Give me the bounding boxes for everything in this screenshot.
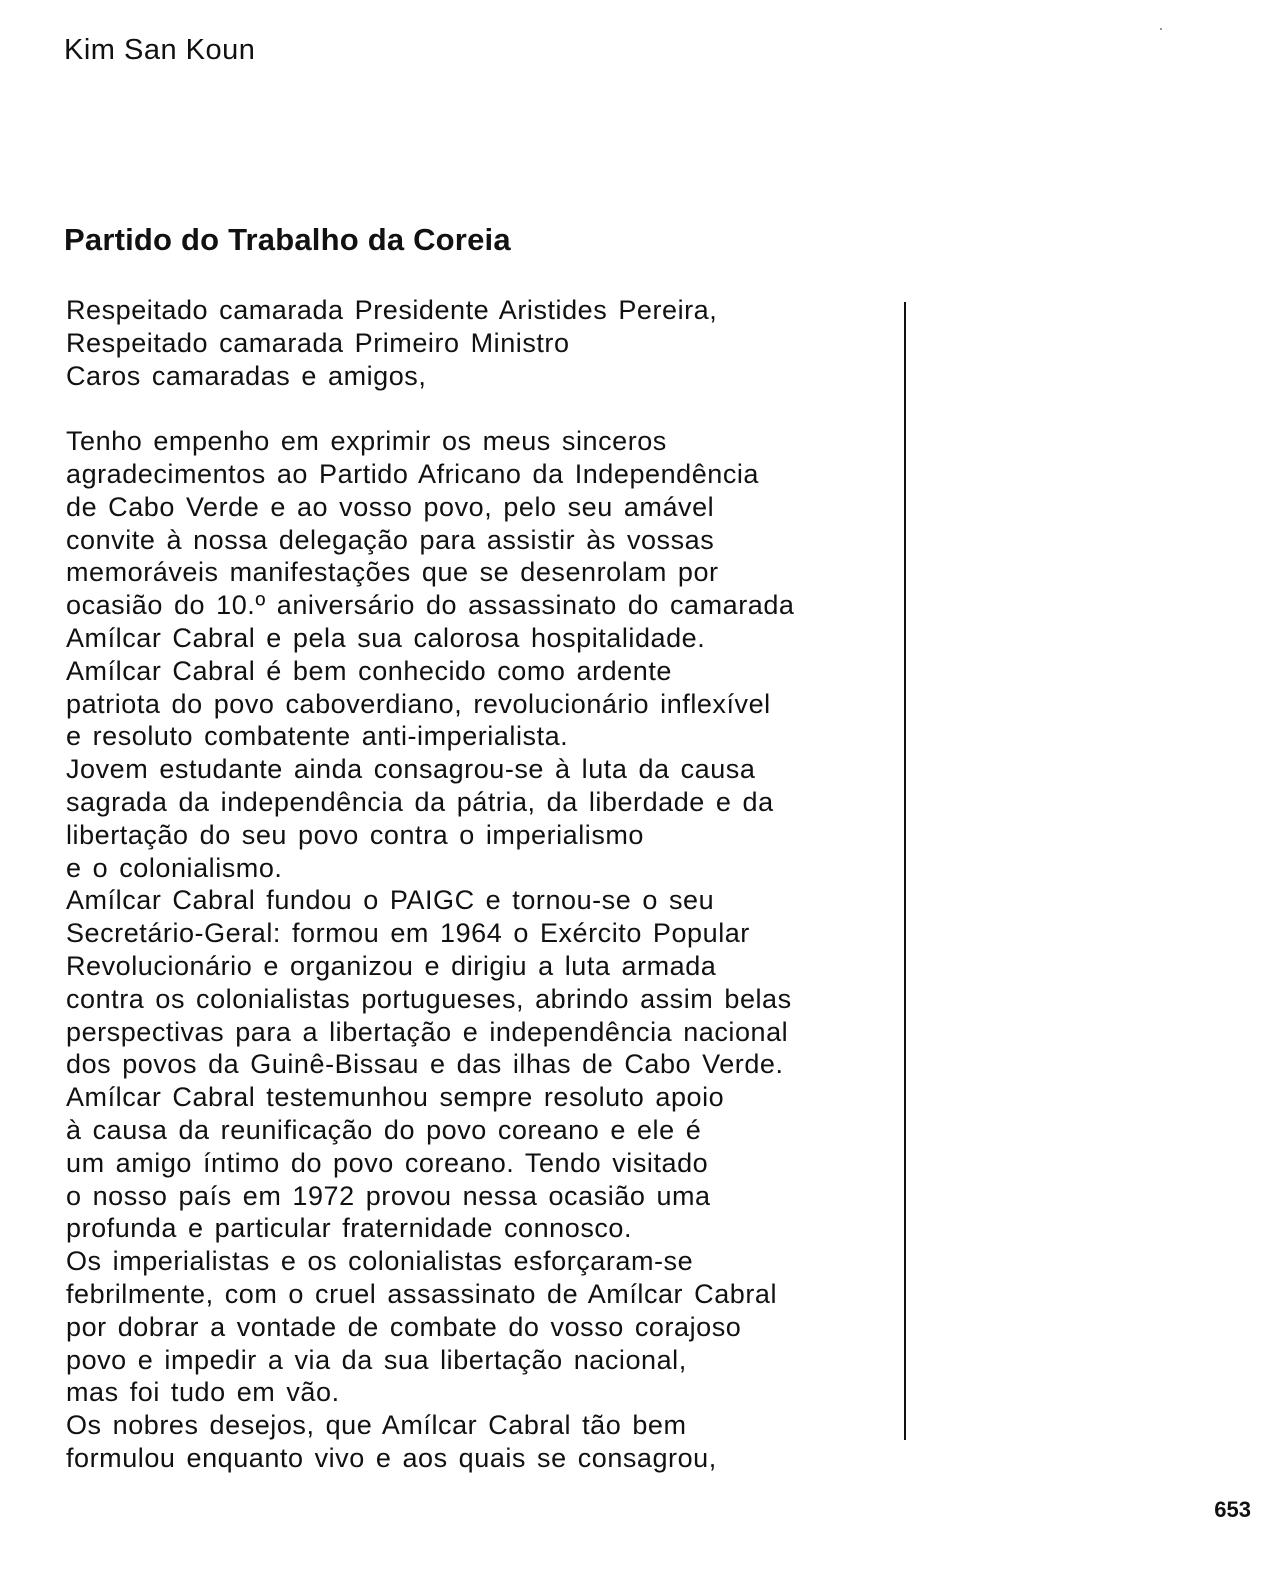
text-line: Amílcar Cabral é bem conhecido como ardente (66, 655, 672, 686)
text-line: à causa da reunificação do povo coreano e ele é (66, 1114, 702, 1145)
text-line: Revolucionário e organizou e dirigiu a luta armada (66, 950, 717, 981)
text-line: sagrada da independência da pátria, da liberdade e da (66, 786, 774, 817)
text-line: agradecimentos ao Partido Africano da Independência (66, 458, 760, 489)
salutation-line: Respeitado camarada Presidente Aristides Pereira, (66, 295, 718, 325)
paragraph-gap (66, 392, 896, 425)
margin-rule (904, 302, 906, 1440)
text-line: formulou enquanto vivo e aos quais se consagrou, (66, 1442, 717, 1473)
text-line: por dobrar a vontade de combate do vosso corajoso (66, 1311, 742, 1342)
text-line: ocasião do 10.º aniversário do assassinato do camarada (66, 590, 795, 621)
text-line: libertação do seu povo contra o imperialismo (66, 819, 644, 850)
text-line: mas foi tudo em vão. (66, 1377, 340, 1408)
text-line: Amílcar Cabral testemunhou sempre resoluto apoio (66, 1082, 725, 1113)
text-line: perspectivas para a libertação e independência nacional (66, 1016, 789, 1047)
page-number: 653 (1214, 1497, 1251, 1522)
text-line: memoráveis manifestações que se desenrolam por (66, 557, 719, 588)
author-name: Kim San Koun (64, 34, 256, 66)
text-line: patriota do povo caboverdiano, revolucionário inflexível (66, 688, 771, 719)
text-line: e o colonialismo. (66, 852, 283, 883)
text-line: Amílcar Cabral e pela sua calorosa hospitalidade. (66, 622, 706, 653)
section-heading: Partido do Trabalho da Coreia (64, 222, 511, 257)
text-line: Os imperialistas e os colonialistas esforçaram-se (66, 1246, 694, 1277)
text-line: de Cabo Verde e ao vosso povo, pelo seu amável (66, 491, 715, 522)
text-line: convite à nossa delegação para assistir às vossas (66, 524, 715, 555)
text-line: um amigo íntimo do povo coreano. Tendo visitado (66, 1147, 709, 1178)
speech-text (66, 294, 896, 1475)
text-line: Os nobres desejos, que Amílcar Cabral tão bem (66, 1410, 687, 1441)
text-line: povo e impedir a via da sua libertação nacional, (66, 1344, 687, 1375)
salutation-line: Caros camaradas e amigos, (66, 360, 427, 391)
scan-speck (1160, 28, 1162, 30)
text-line: Secretário-Geral: formou em 1964 o Exército Popular (66, 918, 750, 949)
text-line: Amílcar Cabral fundou o PAIGC e tornou-se o seu (66, 885, 715, 916)
text-line: profunda e particular fraternidade connosco. (66, 1213, 633, 1244)
text-line: Jovem estudante ainda consagrou-se à luta da causa (66, 754, 756, 785)
text-line: febrilmente, com o cruel assassinato de Amílcar Cabral (66, 1278, 777, 1309)
text-line: dos povos da Guinê-Bissau e das ilhas de Cabo Verde. (66, 1049, 784, 1080)
text-line: Tenho empenho em exprimir os meus sinceros (66, 426, 667, 457)
text-line: o nosso país em 1972 provou nessa ocasião uma (66, 1180, 711, 1211)
text-line: e resoluto combatente anti-imperialista. (66, 721, 569, 752)
salutation-line: Respeitado camarada Primeiro Ministro (66, 327, 570, 358)
text-line: contra os colonialistas portugueses, abrindo assim belas (66, 983, 792, 1014)
